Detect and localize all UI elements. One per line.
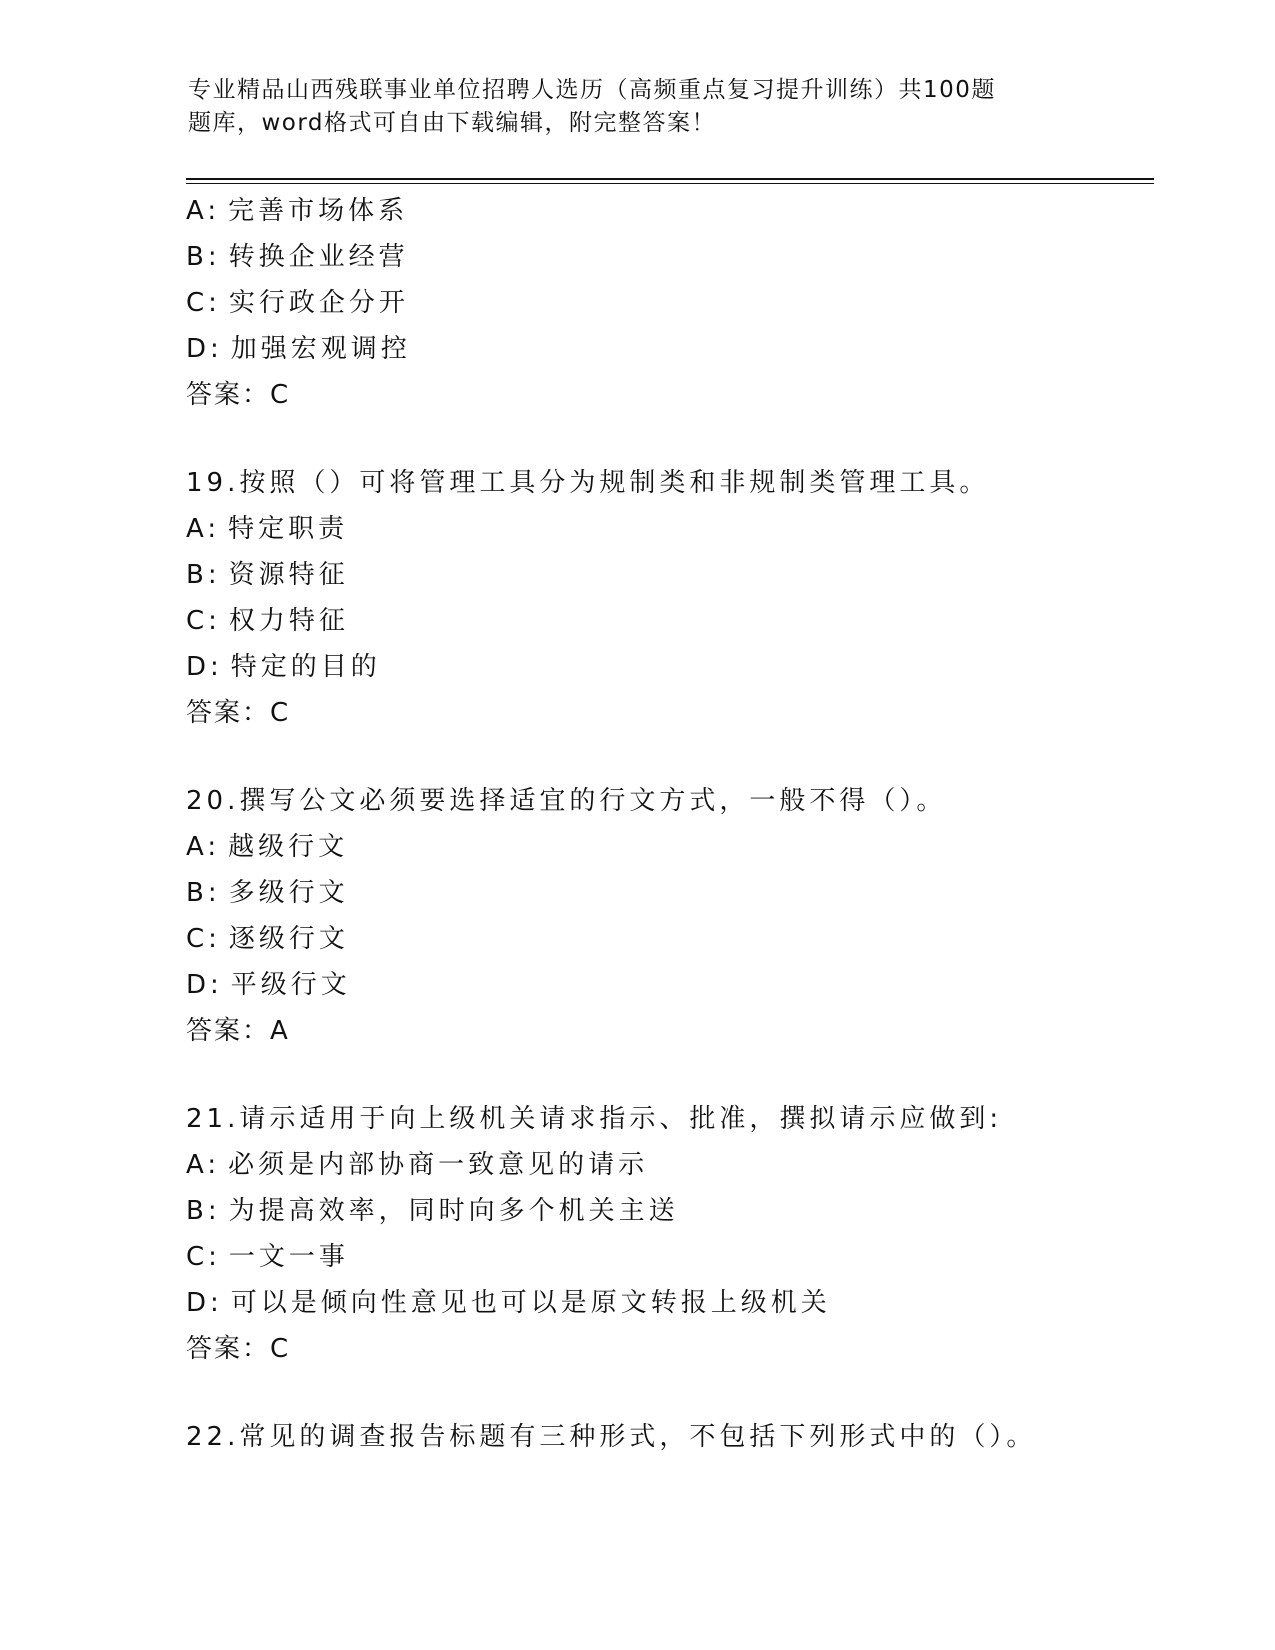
question-block	[186, 778, 1166, 1054]
option-label: B:	[186, 1196, 221, 1226]
option-label: D:	[186, 1288, 223, 1318]
header-divider-thick	[186, 178, 1154, 180]
header-line-2: 题库，word格式可自由下载编辑，附完整答案！	[188, 110, 717, 136]
answer-label: 答案：	[186, 1016, 271, 1046]
question-block	[186, 1414, 1166, 1460]
option-text: 权力特征	[228, 606, 349, 636]
spacer	[186, 418, 1166, 460]
option-text: 特定的目的	[230, 652, 381, 682]
option-text: 可以是倾向性意见也可以是原文转报上级机关	[230, 1288, 831, 1318]
question-text: 请示适用于向上级机关请求指示、批准，撰拟请示应做到:	[239, 1104, 1003, 1134]
answer-line	[186, 690, 1166, 736]
question-block	[186, 1096, 1166, 1372]
option-text: 为提高效率，同时向多个机关主送	[228, 1196, 679, 1226]
header-line-1: 专业精品山西残联事业单位招聘人选历（高频重点复习提升训练）共100题	[188, 77, 996, 103]
spacer	[186, 736, 1166, 778]
question-stem	[186, 1414, 1166, 1460]
option-label: C:	[186, 1242, 221, 1272]
option-a	[186, 188, 1166, 234]
option-text: 加强宏观调控	[230, 334, 411, 364]
option-label: D:	[186, 970, 223, 1000]
option-text: 完善市场体系	[228, 196, 409, 226]
option-label: D:	[186, 334, 223, 364]
option-c	[186, 1234, 1166, 1280]
answer-label: 答案：	[186, 380, 271, 410]
option-label: C:	[186, 924, 221, 954]
option-text: 资源特征	[228, 560, 349, 590]
answer-value: C	[270, 1334, 291, 1364]
question-stem	[186, 1096, 1166, 1142]
question-stem	[186, 460, 1166, 506]
answer-label: 答案：	[186, 698, 271, 728]
option-label: D:	[186, 652, 223, 682]
spacer	[186, 1054, 1166, 1096]
option-c	[186, 916, 1166, 962]
option-text: 实行政企分开	[228, 288, 409, 318]
question-text: 撰写公文必须要选择适宜的行文方式，一般不得（）。	[239, 786, 947, 816]
option-label: C:	[186, 288, 221, 318]
option-text: 一文一事	[228, 1242, 349, 1272]
option-text: 平级行文	[230, 970, 351, 1000]
spacer	[186, 1372, 1166, 1414]
answer-value: C	[270, 698, 291, 728]
option-text: 逐级行文	[228, 924, 349, 954]
option-d	[186, 962, 1166, 1008]
option-text: 越级行文	[228, 832, 349, 862]
option-d	[186, 326, 1166, 372]
answer-line	[186, 372, 1166, 418]
option-text: 特定职责	[228, 514, 349, 544]
option-text: 转换企业经营	[228, 242, 409, 272]
question-list	[186, 188, 1166, 1460]
option-b	[186, 1188, 1166, 1234]
answer-label: 答案：	[186, 1334, 271, 1364]
option-label: A:	[186, 1150, 221, 1180]
option-b	[186, 234, 1166, 280]
option-label: B:	[186, 242, 221, 272]
question-text: 按照（）可将管理工具分为规制类和非规制类管理工具。	[239, 468, 990, 498]
option-a	[186, 506, 1166, 552]
option-text: 多级行文	[228, 878, 349, 908]
question-number: 21.	[186, 1104, 240, 1134]
option-a	[186, 824, 1166, 870]
answer-line	[186, 1008, 1166, 1054]
option-b	[186, 552, 1166, 598]
option-text: 必须是内部协商一致意见的请示	[228, 1150, 649, 1180]
option-label: B:	[186, 560, 221, 590]
option-c	[186, 280, 1166, 326]
question-text: 常见的调查报告标题有三种形式，不包括下列形式中的（）。	[239, 1422, 1037, 1452]
question-number: 20.	[186, 786, 240, 816]
document-header	[188, 74, 1048, 140]
answer-value: C	[270, 380, 291, 410]
option-label: C:	[186, 606, 221, 636]
question-number: 19.	[186, 468, 240, 498]
question-number: 22.	[186, 1422, 240, 1452]
option-d	[186, 644, 1166, 690]
question-block	[186, 460, 1166, 736]
header-divider-thin	[186, 183, 1154, 184]
option-label: A:	[186, 196, 221, 226]
option-label: A:	[186, 514, 221, 544]
answer-line	[186, 1326, 1166, 1372]
answer-value: A	[270, 1016, 290, 1046]
option-b	[186, 870, 1166, 916]
option-label: B:	[186, 878, 221, 908]
question-stem	[186, 778, 1166, 824]
option-c	[186, 598, 1166, 644]
question-block	[186, 188, 1166, 418]
option-d	[186, 1280, 1166, 1326]
option-a	[186, 1142, 1166, 1188]
option-label: A:	[186, 832, 221, 862]
